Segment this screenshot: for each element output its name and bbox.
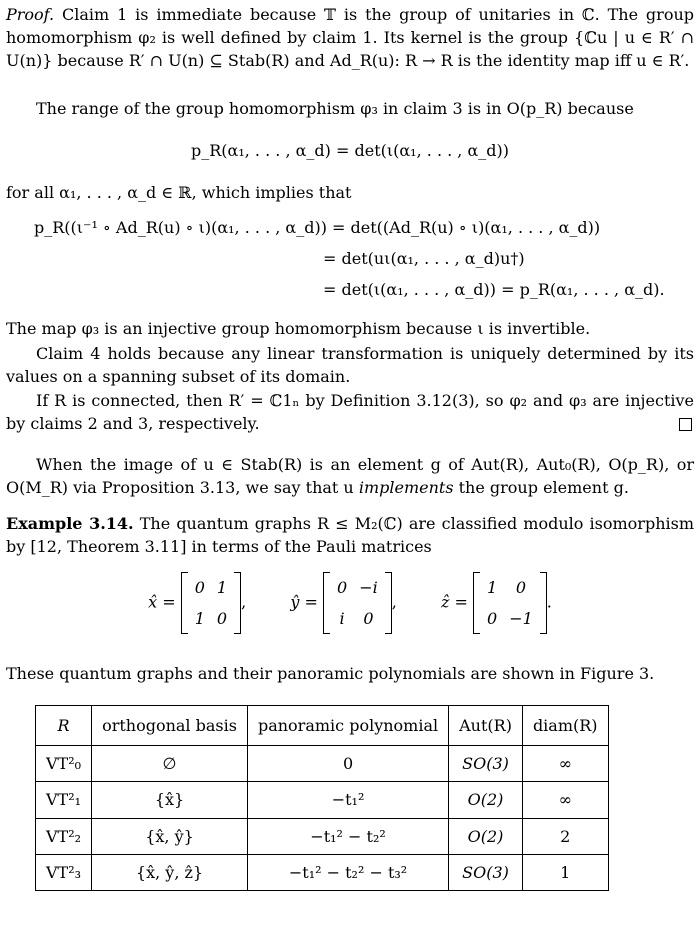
header-basis: orthogonal basis bbox=[92, 706, 248, 746]
equation-line-2: = det(uι(α₁, . . . , α_d)u†) bbox=[323, 249, 525, 268]
quantum-graphs-table bbox=[35, 705, 609, 891]
implements-paragraph bbox=[6, 453, 694, 499]
header-r: R bbox=[36, 706, 92, 746]
matrix-z: 1 0 0 −1 bbox=[473, 572, 547, 634]
equation-line-1: p_R((ι⁻¹ ∘ Ad_R(u) ∘ ι)(α₁, . . . , α_d)) = det((Ad_R(u) ∘ ι)(α₁, . . . , α_d)) bbox=[34, 218, 601, 237]
table-row: VT²₁ {x̂} −t₁² O(2) ∞ bbox=[36, 782, 609, 818]
table-header-row bbox=[36, 706, 609, 746]
pauli-matrices: x̂ = 0 1 1 0 , ŷ = 0 −i i 0 , ẑ = 1 0 0 −1 . bbox=[0, 572, 700, 634]
matrix-y-label: ŷ = bbox=[290, 592, 318, 612]
table-row: VT²₂ {x̂, ŷ} −t₁² − t₂² O(2) 2 bbox=[36, 818, 609, 854]
table-row: VT²₃ {x̂, ŷ, ẑ} −t₁² − t₂² − t₃² SO(3) 1 bbox=[36, 854, 609, 890]
header-diam: diam(R) bbox=[522, 706, 608, 746]
qed-box bbox=[679, 418, 692, 431]
matrix-z-label: ẑ = bbox=[441, 592, 468, 612]
matrix-y: 0 −i i 0 bbox=[323, 572, 392, 634]
proof-paragraph-2: The range of the group homomorphism φ₃ in claim 3 is in O(p_R) because bbox=[36, 99, 634, 118]
proof-paragraph-4: The map φ₃ is an injective group homomorphism because ι is invertible. bbox=[6, 319, 591, 338]
header-polynomial: panoramic polynomial bbox=[247, 706, 448, 746]
proof-paragraph-1 bbox=[6, 3, 694, 73]
matrix-x-label: x̂ = bbox=[148, 592, 176, 612]
example-label: Example 3.14. bbox=[6, 514, 134, 533]
table-row: VT²₀ ∅ 0 SO(3) ∞ bbox=[36, 746, 609, 782]
proof-paragraph-3: for all α₁, . . . , α_d ∈ ℝ, which implies that bbox=[6, 183, 352, 202]
proof-paragraph-6: If R is connected, then R′ = ℂ1ₙ by Definition 3.12(3), so φ₂ and φ₃ are injective by claims 2 and 3, respectively. bbox=[6, 391, 694, 434]
equation-panoramic-definition: p_R(α₁, . . . , α_d) = det(ι(α₁, . . . , α_d)) bbox=[191, 141, 509, 160]
implements-before: When the image of u ∈ Stab(R) is an element g of Aut(R), Aut₀(R), O(p_R), or O(M_R) via Proposition 3.13, we say that u bbox=[6, 455, 694, 498]
implements-after: the group element g. bbox=[453, 478, 629, 498]
example-after-text: These quantum graphs and their panoramic polynomials are shown in Figure 3. bbox=[6, 664, 655, 683]
example-paragraph bbox=[6, 512, 694, 558]
equation-line-3: = det(ι(α₁, . . . , α_d)) = p_R(α₁, . . . , α_d). bbox=[323, 280, 665, 299]
proof-text-1: Claim 1 is immediate because 𝕋 is the group of unitaries in ℂ. The group homomorphism φ₂ is well defined by claim 1. Its kernel is the group {ℂu | u ∈ R′ ∩ U(n)} because R′ ∩ U(n) ⊆ Stab(R) and Ad_R(u): R → R is the identity map iff u ∈ R′. bbox=[6, 5, 694, 71]
proof-paragraph-5: Claim 4 holds because any linear transformation is uniquely determined by its values on a spanning subset of its domain. bbox=[6, 344, 694, 387]
header-aut: Aut(R) bbox=[449, 706, 523, 746]
matrix-x: 0 1 1 0 bbox=[181, 572, 241, 634]
example-text: The quantum graphs R ≤ M₂(ℂ) are classified modulo isomorphism by [12, Theorem 3.11] in terms of the Pauli matrices bbox=[6, 514, 694, 557]
implements-emphasis: implements bbox=[358, 478, 454, 498]
proof-label: Proof. bbox=[6, 5, 55, 24]
